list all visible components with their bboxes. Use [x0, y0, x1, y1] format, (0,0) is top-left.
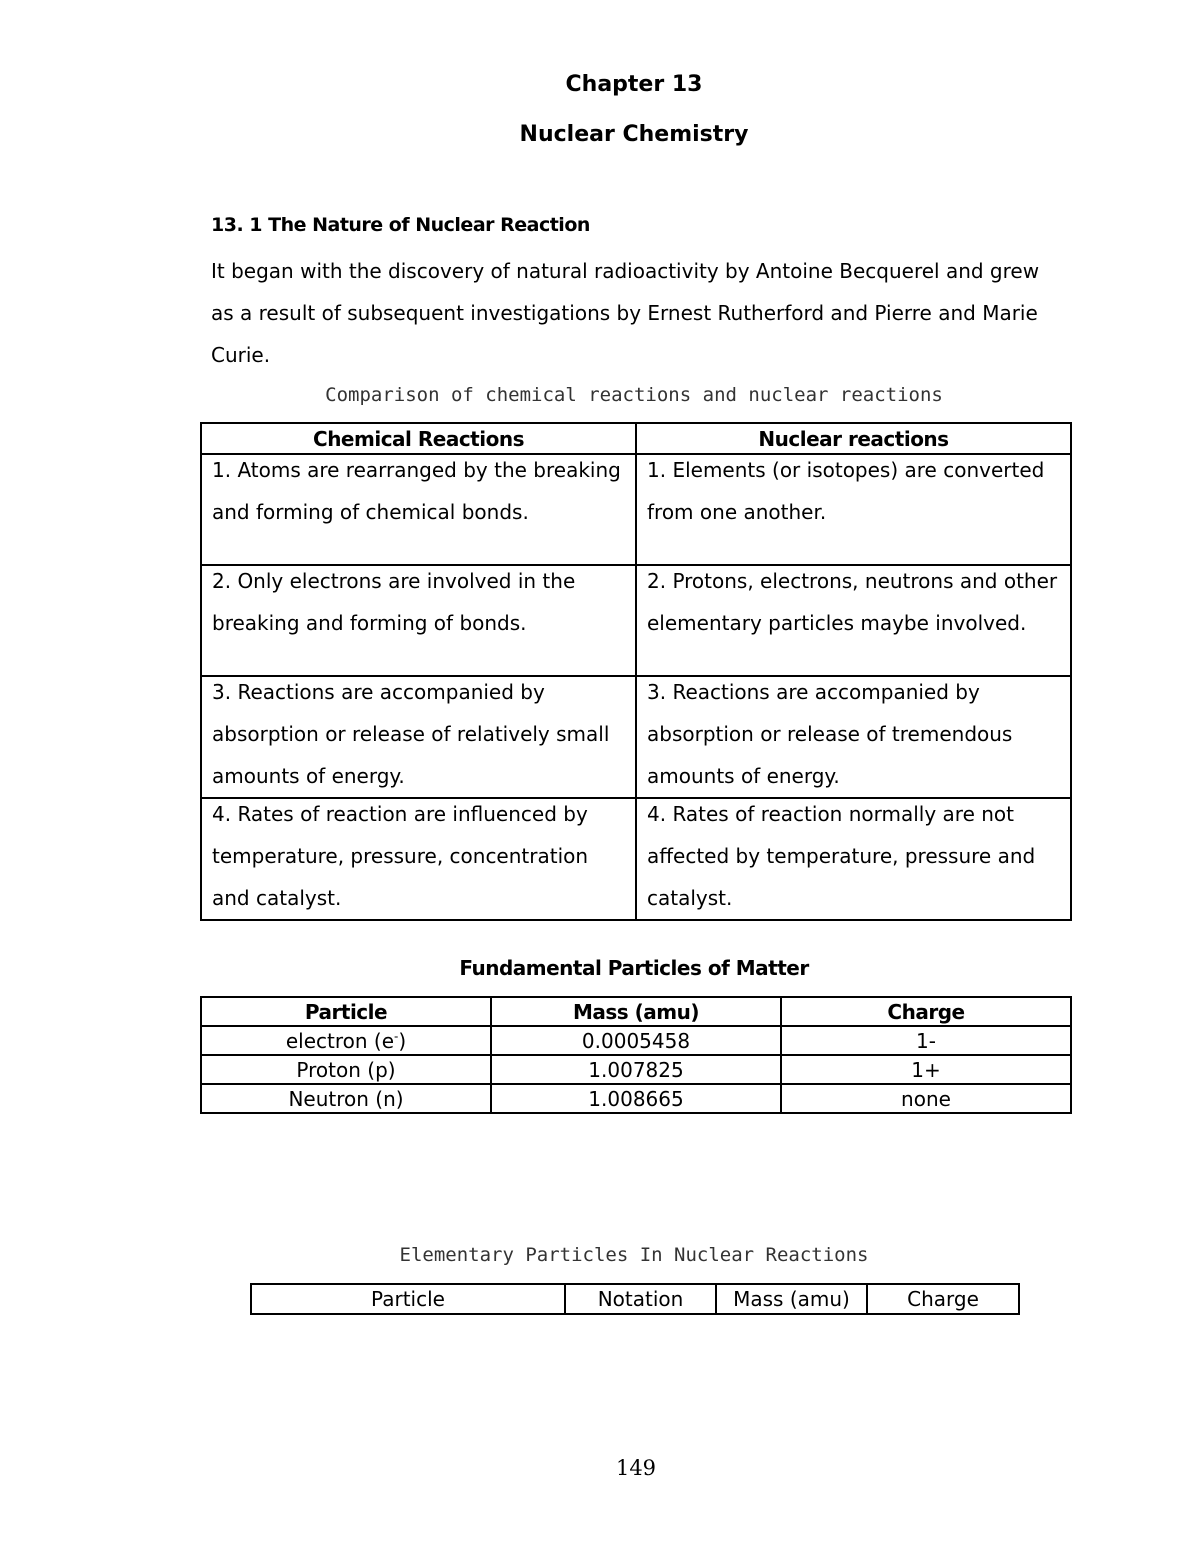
header-charge: Charge — [867, 1284, 1019, 1314]
header-charge: Charge — [781, 997, 1071, 1026]
particle-mass: 1.007825 — [491, 1055, 781, 1084]
header-mass: Mass (amu) — [491, 997, 781, 1026]
fundamental-heading: Fundamental Particles of Matter — [459, 956, 809, 980]
particle-name: Neutron (n) — [201, 1084, 491, 1113]
particle-name — [201, 1026, 491, 1055]
header-particle: Particle — [201, 997, 491, 1026]
comparison-cell — [201, 798, 636, 920]
particle-charge: 1- — [781, 1026, 1071, 1055]
comparison-cell — [201, 676, 636, 798]
elementary-caption: Elementary Particles In Nuclear Reactions — [399, 1244, 869, 1266]
comparison-cell — [636, 798, 1071, 920]
comparison-cell — [201, 565, 636, 676]
cell-text: 2. Only electrons are involved in the breaking and forming of bonds. — [212, 569, 576, 635]
particle-mass: 0.0005458 — [491, 1026, 781, 1055]
particle-charge: none — [781, 1084, 1071, 1113]
table-row — [201, 1084, 1071, 1113]
section-heading: 13. 1 The Nature of Nuclear Reaction — [211, 214, 590, 236]
comparison-header-chemical: Chemical Reactions — [201, 423, 636, 454]
header-mass: Mass (amu) — [716, 1284, 867, 1314]
elementary-header-row — [251, 1284, 1019, 1314]
table-row — [201, 676, 1071, 798]
table-row — [201, 798, 1071, 920]
cell-text: 1. Atoms are rearranged by the breaking and forming of chemical bonds. — [212, 458, 621, 524]
particle-name: Proton (p) — [201, 1055, 491, 1084]
particle-mass: 1.008665 — [491, 1084, 781, 1113]
cell-text: 2. Protons, electrons, neutrons and other elementary particles maybe involved. — [647, 569, 1058, 635]
comparison-caption: Comparison of chemical reactions and nuclear reactions — [325, 384, 943, 406]
comparison-cell — [636, 676, 1071, 798]
chapter-title: Chapter 13 — [565, 72, 703, 97]
cell-text: 3. Reactions are accompanied by absorption or release of relatively small amounts of energy. — [212, 680, 610, 788]
chapter-subtitle: Nuclear Chemistry — [519, 122, 749, 147]
particle-name-close: ) — [398, 1028, 407, 1053]
elementary-particles-table — [250, 1283, 1020, 1315]
page-number: 149 — [615, 1456, 657, 1480]
table-row — [201, 1026, 1071, 1055]
intro-paragraph: It began with the discovery of natural radioactivity by Antoine Becquerel and grew as a result of subsequent investigations by Ernest Rutherford and Pierre and Marie Curie. — [211, 259, 1040, 367]
cell-text: 4. Rates of reaction are influenced by temperature, pressure, concentration and catalyst. — [212, 802, 589, 910]
fundamental-particles-table — [200, 996, 1072, 1114]
table-row — [201, 1055, 1071, 1084]
cell-text: 1. Elements (or isotopes) are converted from one another. — [647, 458, 1045, 524]
charge-superscript: - — [394, 1028, 399, 1043]
comparison-cell — [201, 454, 636, 565]
comparison-cell — [636, 454, 1071, 565]
header-notation: Notation — [565, 1284, 716, 1314]
particle-charge: 1+ — [781, 1055, 1071, 1084]
comparison-table — [200, 422, 1072, 921]
comparison-header-nuclear: Nuclear reactions — [636, 423, 1071, 454]
cell-text: 3. Reactions are accompanied by absorption or release of tremendous amounts of energy. — [647, 680, 1013, 788]
table-row — [201, 454, 1071, 565]
header-particle: Particle — [251, 1284, 565, 1314]
particle-name-text: electron (e — [285, 1028, 394, 1053]
table-row — [201, 565, 1071, 676]
cell-text: 4. Rates of reaction normally are not affected by temperature, pressure and catalyst. — [647, 802, 1036, 910]
particles-header-row — [201, 997, 1071, 1026]
comparison-cell — [636, 565, 1071, 676]
